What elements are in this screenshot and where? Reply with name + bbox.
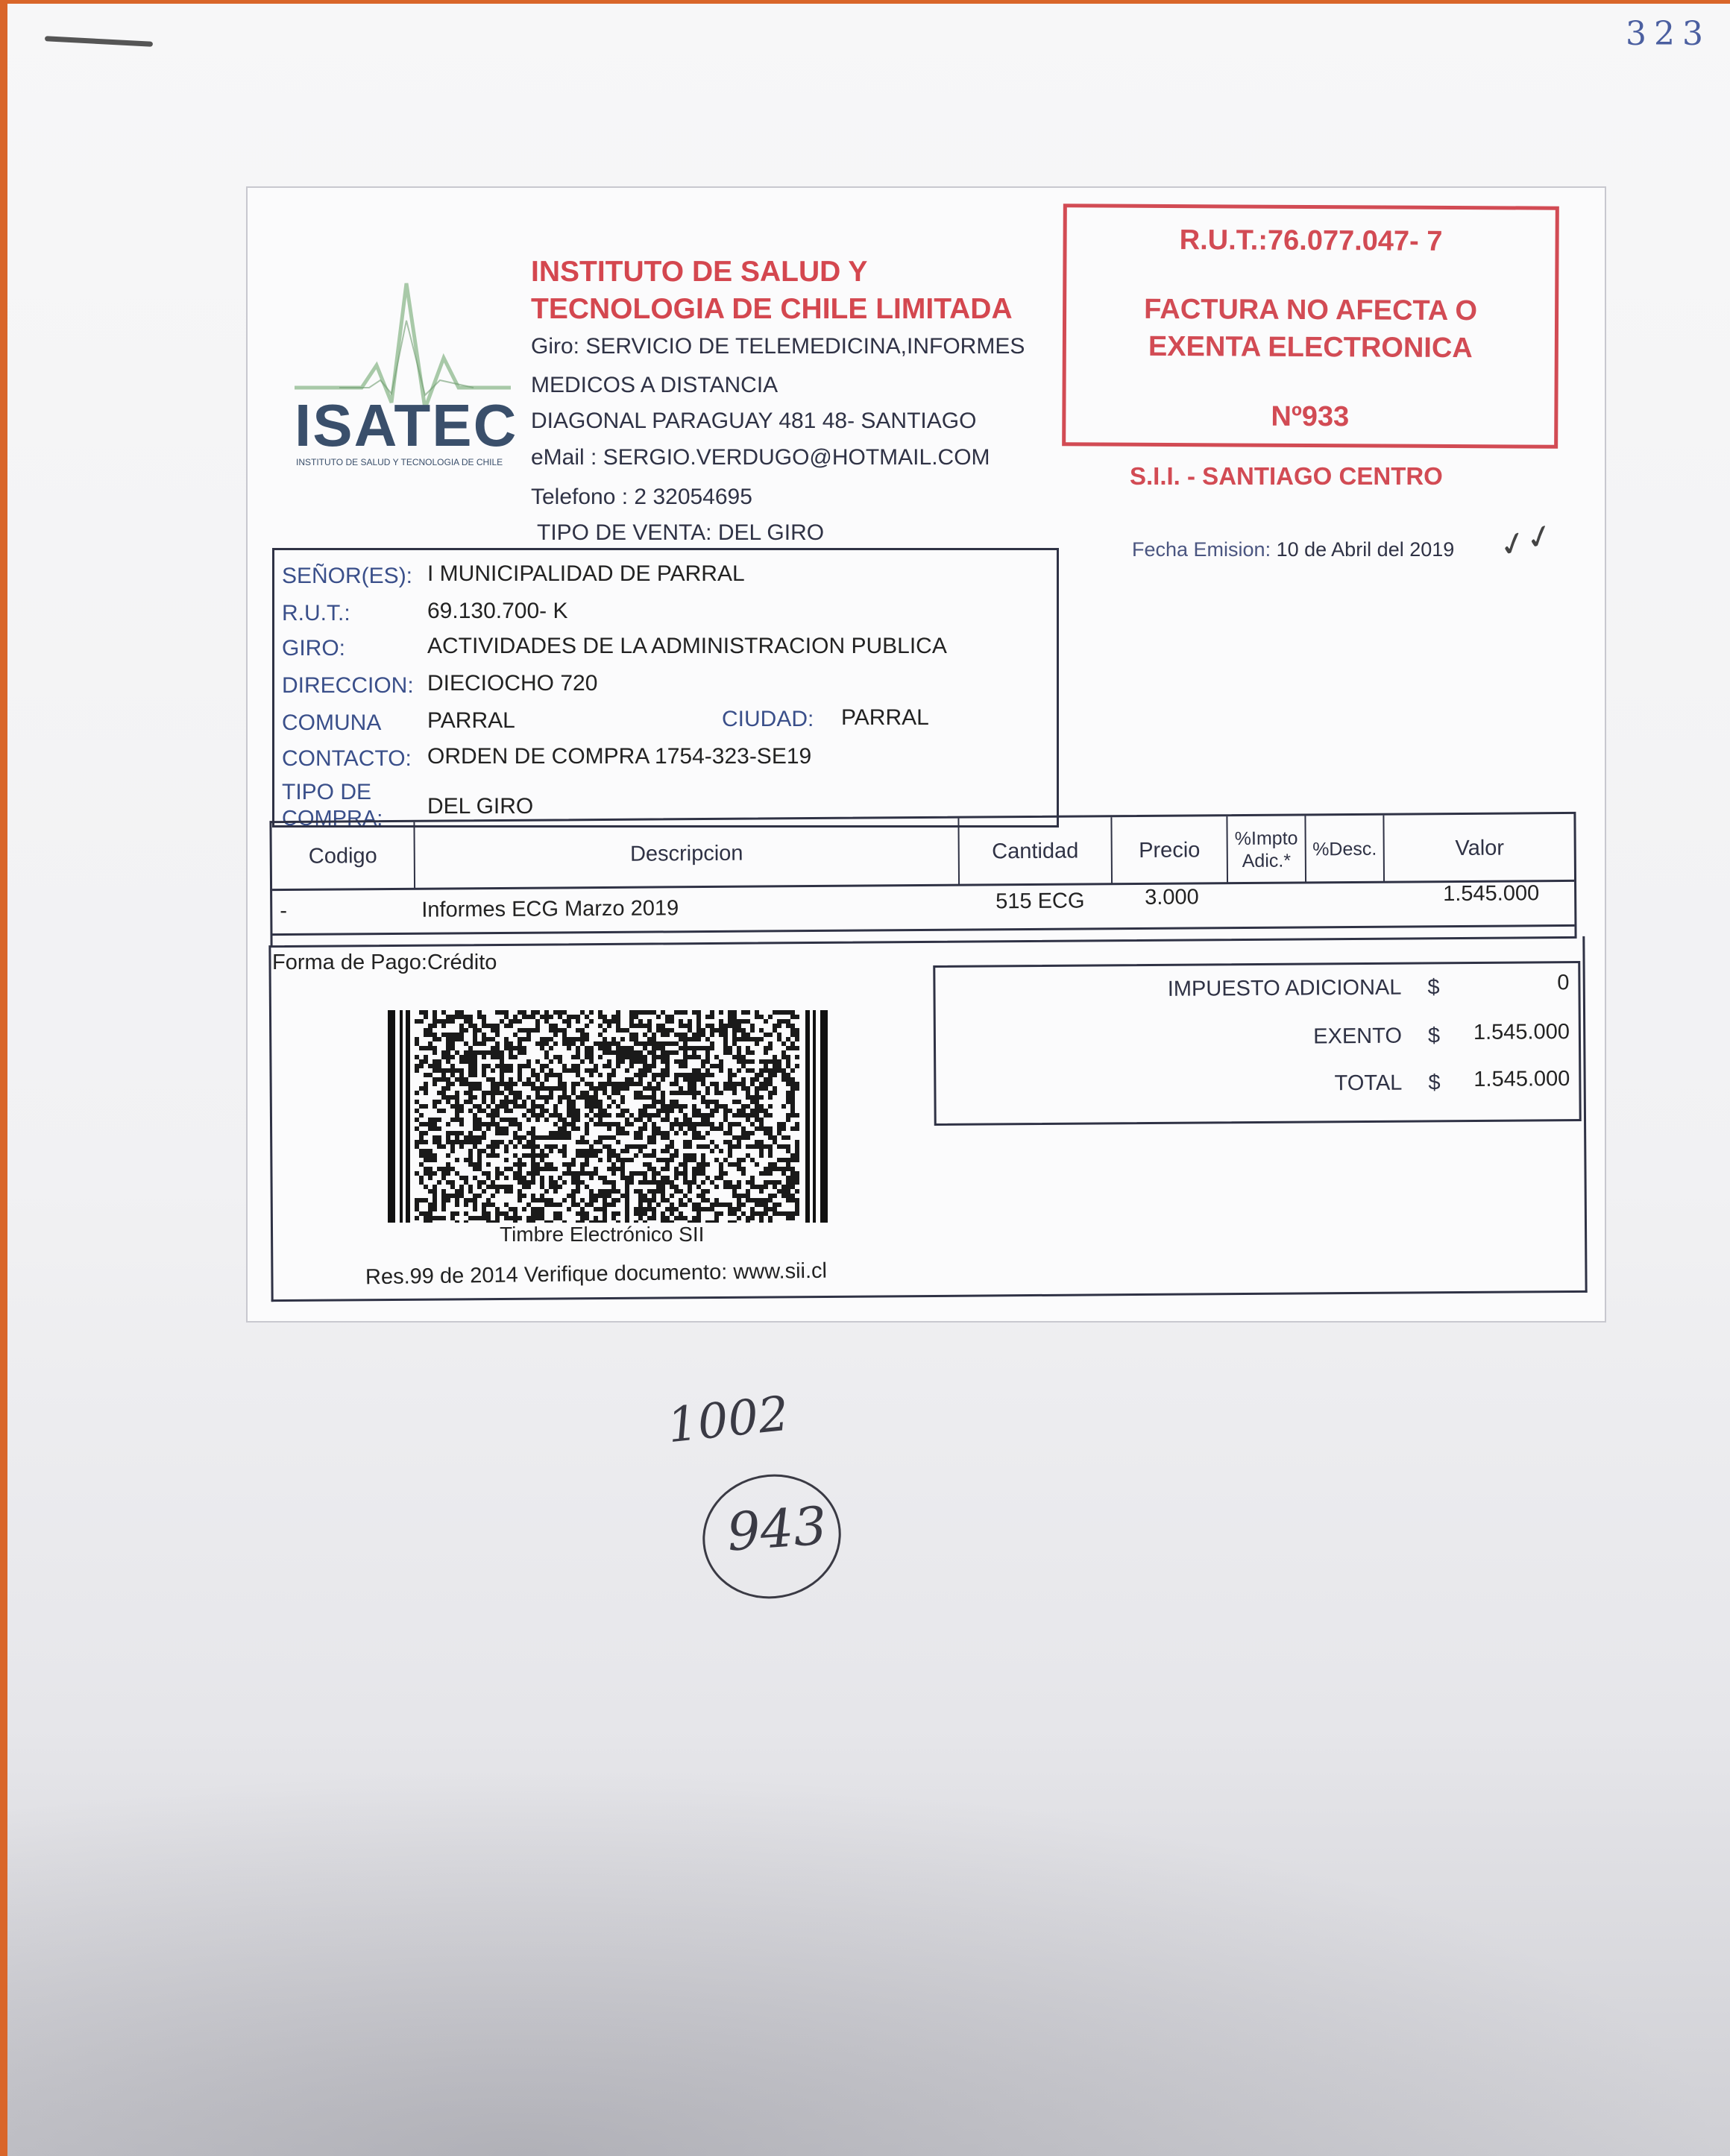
receiver-address: DIECIOCHO 720	[427, 671, 598, 696]
header-desc: %Desc.	[1306, 816, 1385, 883]
document-type-line-1: FACTURA NO AFECTA O	[1144, 293, 1478, 327]
tax-value: 0	[1557, 971, 1570, 995]
exempt-value: 1.545.000	[1473, 1020, 1570, 1044]
row-description: Informes ECG Marzo 2019	[421, 896, 679, 922]
exempt-currency: $	[1427, 1024, 1441, 1048]
document-number: Nº933	[1271, 400, 1350, 433]
receiver-purchase-type: DEL GIRO	[427, 794, 534, 819]
row-code: -	[280, 898, 288, 924]
issue-date	[1132, 538, 1454, 561]
row-quantity: 515 ECG	[995, 889, 1085, 914]
page-number: 323	[1626, 15, 1711, 53]
issue-date-value: 10 de Abril del 2019	[1276, 538, 1455, 561]
header-impto: %Impto Adic.*	[1227, 816, 1306, 883]
items-table	[269, 812, 1576, 948]
paper-shadow	[0, 1768, 1730, 2156]
company-name	[531, 253, 1053, 328]
receiver-contact-label: CONTACTO:	[282, 746, 412, 771]
issuer-giro-2: MEDICOS A DISTANCIA	[531, 373, 778, 397]
receiver-giro: ACTIVIDADES DE LA ADMINISTRACION PUBLICA	[427, 634, 947, 658]
header-precio: Precio	[1112, 816, 1228, 884]
issuer-sale-type: TIPO DE VENTA: DEL GIRO	[537, 520, 825, 545]
receiver-contact: ORDEN DE COMPRA 1754-323-SE19	[427, 744, 812, 769]
electronic-stamp-label: Timbre Electrónico SII	[500, 1223, 705, 1246]
total-currency: $	[1428, 1071, 1441, 1095]
header-cantidad: Cantidad	[959, 817, 1113, 885]
receiver-rut: 69.130.700- K	[427, 599, 568, 623]
receiver-name: I MUNICIPALIDAD DE PARRAL	[427, 561, 745, 586]
table-row-divider	[272, 924, 1574, 936]
receiver-ciudad: PARRAL	[841, 705, 929, 730]
company-name-line-2: TECNOLOGIA DE CHILE LIMITADA	[531, 293, 1013, 325]
receiver-giro-label: GIRO:	[282, 636, 346, 661]
receiver-purchase-label-2: COMPRA:	[282, 807, 383, 830]
company-name-line-1: INSTITUTO DE SALUD Y	[531, 256, 868, 288]
isatec-logo	[295, 276, 518, 470]
tax-label: IMPUESTO ADICIONAL	[1167, 975, 1402, 1001]
issue-date-label: Fecha Emision:	[1132, 538, 1271, 561]
receiver-address-label: DIRECCION:	[282, 673, 414, 698]
row-price: 3.000	[1145, 885, 1199, 910]
issuer-email: eMail : SERGIO.VERDUGO@HOTMAIL.COM	[531, 445, 990, 470]
sii-office: S.I.I. - SANTIAGO CENTRO	[1130, 462, 1443, 490]
payment-method: Forma de Pago:Crédito	[272, 951, 497, 974]
logo-wordmark: ISATEC	[295, 392, 518, 458]
header-valor: Valor	[1455, 836, 1505, 861]
document-id-box	[1062, 204, 1559, 448]
handwritten-note-1: 1002	[664, 1386, 792, 1454]
total-label: TOTAL	[1334, 1071, 1403, 1096]
left-edge-strip	[0, 0, 7, 2156]
issuer-phone: Telefono : 2 32054695	[531, 485, 752, 509]
handwritten-note-2: 943	[725, 1495, 829, 1563]
row-value: 1.545.000	[1443, 881, 1540, 907]
logo-tagline: INSTITUTO DE SALUD Y TECNOLOGIA DE CHILE	[296, 457, 503, 467]
total-value: 1.545.000	[1473, 1067, 1570, 1091]
document-type-line-2: EXENTA ELECTRONICA	[1148, 330, 1473, 365]
handwritten-check: ✓✓	[1494, 516, 1558, 566]
document-rut: R.U.T.:76.077.047- 7	[1179, 224, 1443, 257]
sii-barcode-icon	[388, 1010, 828, 1223]
tax-currency: $	[1427, 975, 1440, 1000]
receiver-comuna: PARRAL	[427, 708, 515, 733]
receiver-comuna-label: COMUNA	[282, 710, 382, 735]
issuer-address: DIAGONAL PARAGUAY 481 48- SANTIAGO	[531, 409, 977, 433]
receiver-rut-label: R.U.T.:	[282, 601, 350, 625]
top-edge-strip	[0, 0, 1730, 4]
receiver-name-label: SEÑOR(ES):	[282, 564, 413, 588]
header-descripcion: Descripcion	[415, 819, 960, 889]
issuer-giro-1: Giro: SERVICIO DE TELEMEDICINA,INFORMES	[531, 334, 1025, 359]
receiver-ciudad-label: CIUDAD:	[722, 707, 814, 731]
verification-note: Res.99 de 2014 Verifique documento: www.sii.cl	[365, 1258, 828, 1290]
exempt-label: EXENTO	[1313, 1024, 1403, 1049]
totals-box	[933, 961, 1581, 1126]
header-codigo: Codigo	[271, 822, 415, 890]
receiver-box	[272, 548, 1059, 828]
receiver-purchase-label-1: TIPO DE	[282, 780, 372, 804]
